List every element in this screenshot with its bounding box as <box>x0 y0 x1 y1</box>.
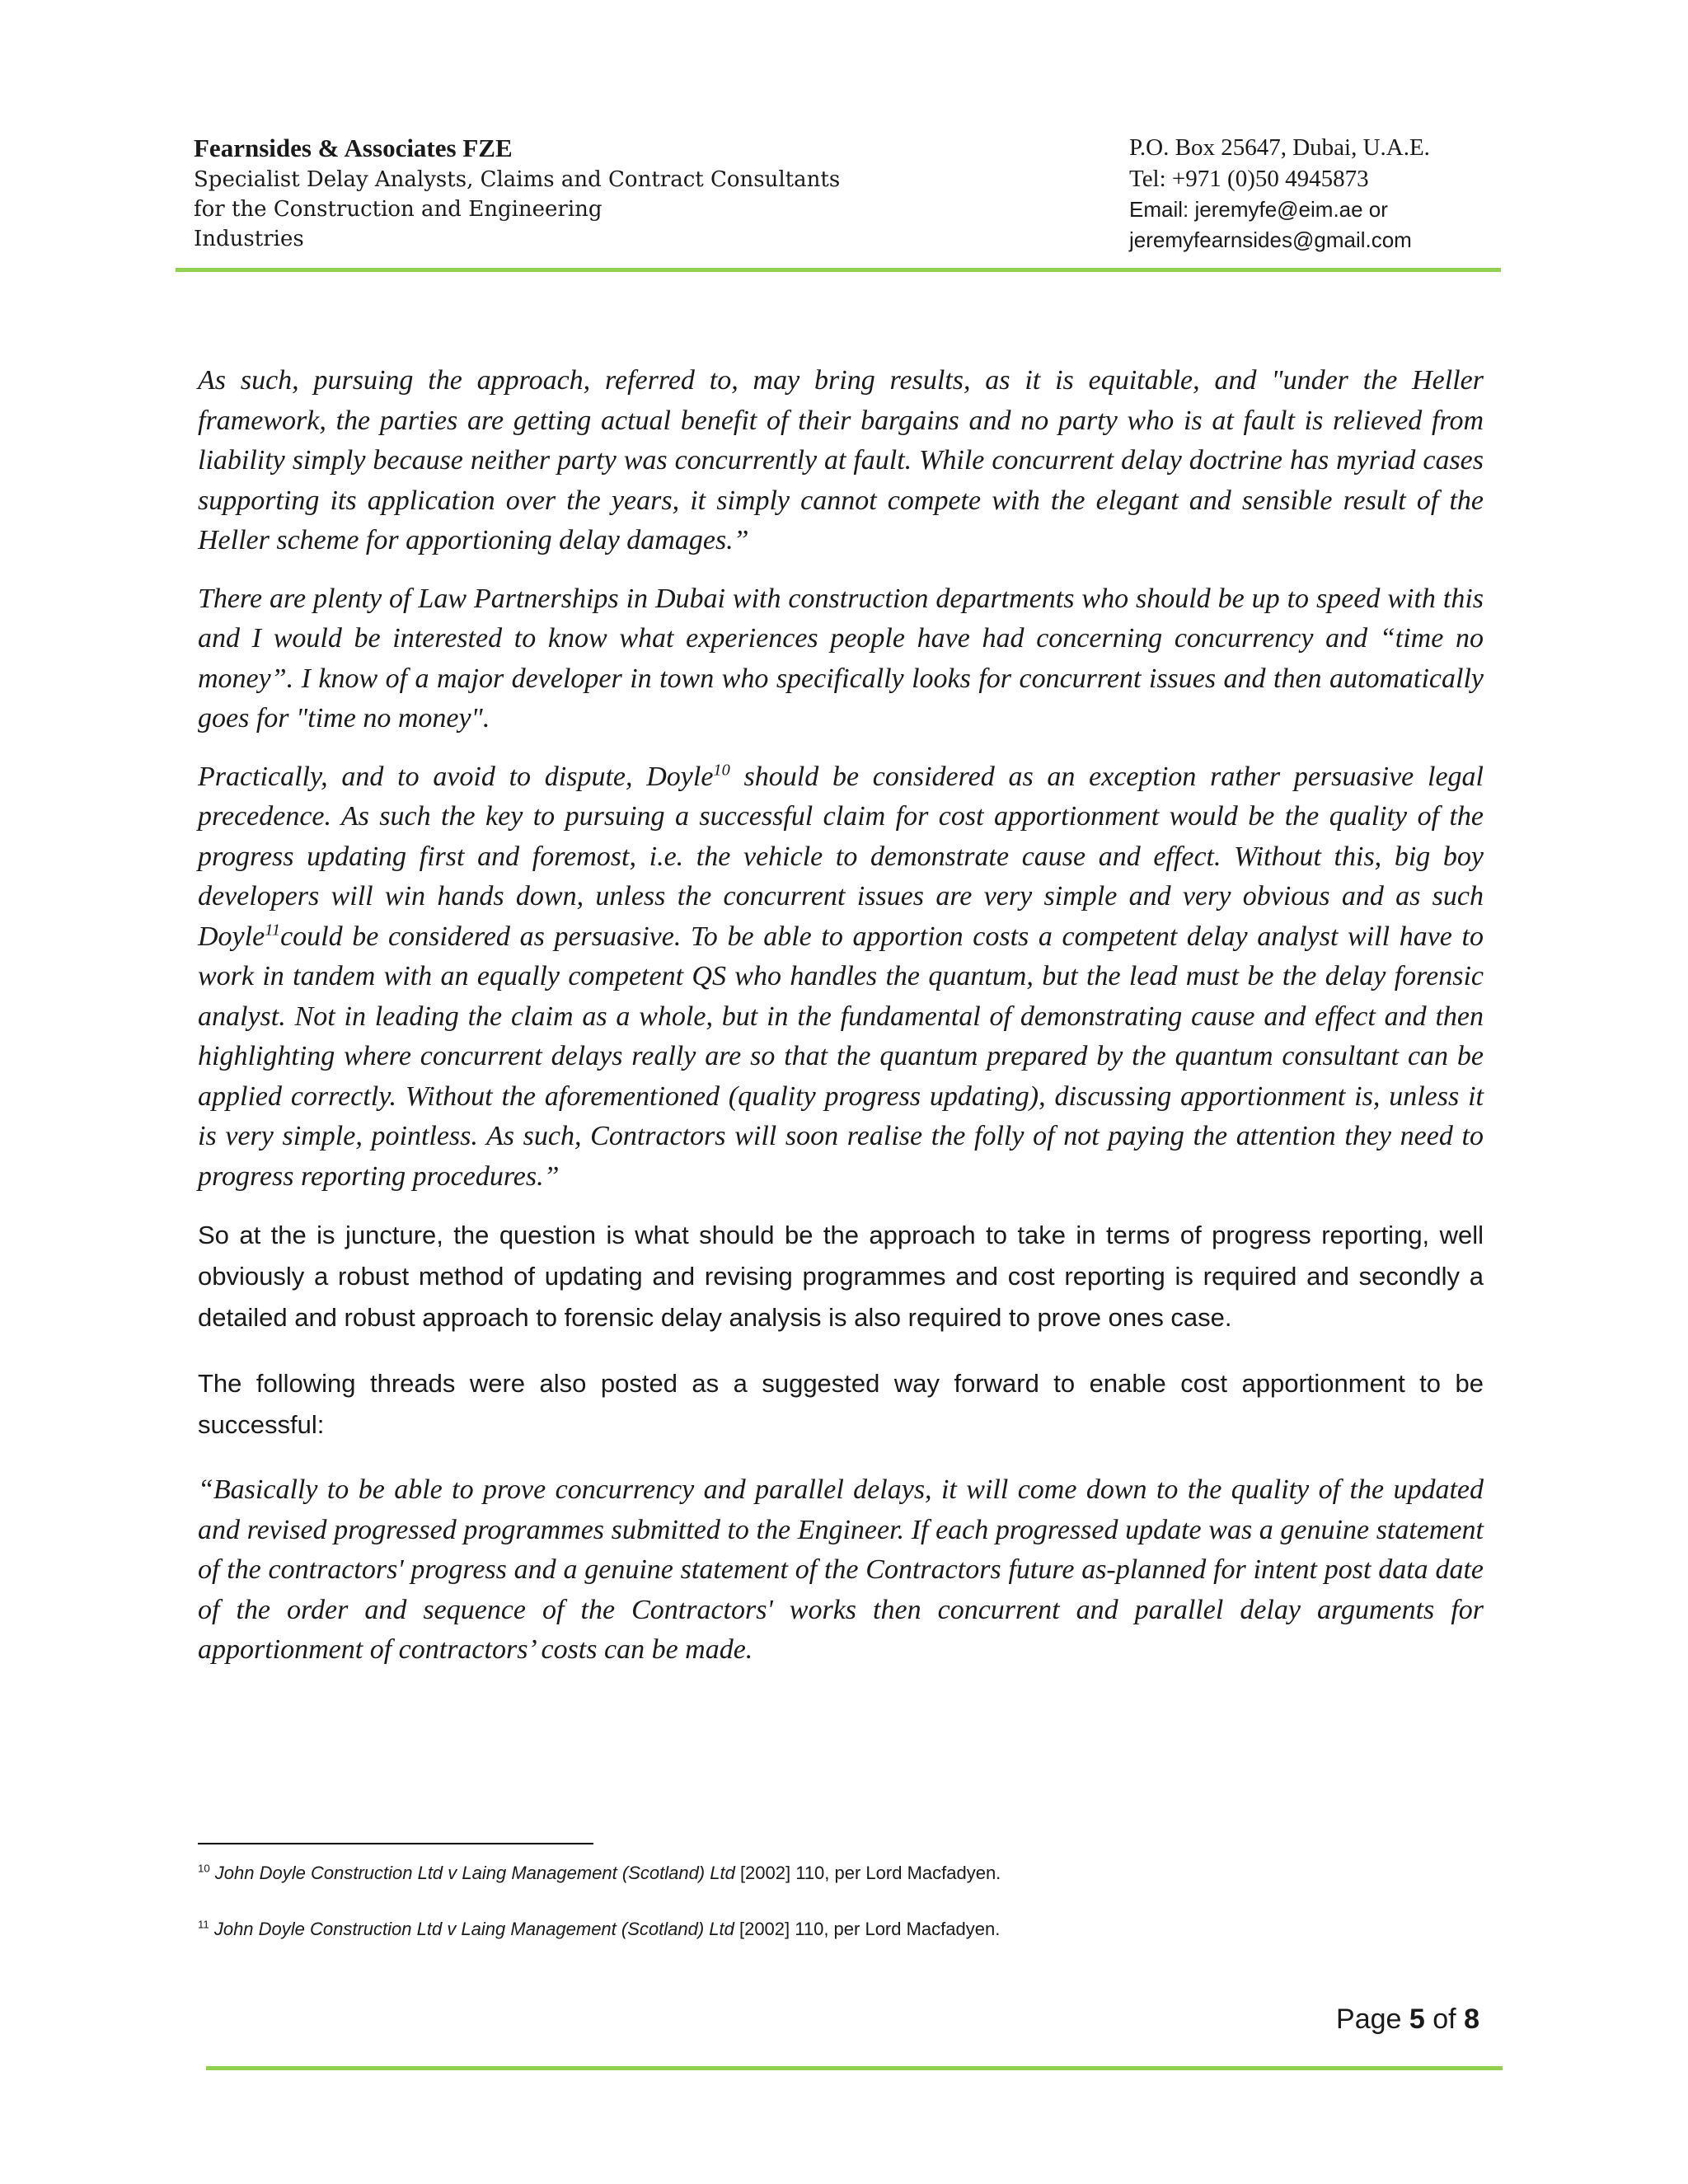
firm-tagline-line-2: for the Construction and Engineering <box>194 197 603 222</box>
footnote-case-name: John Doyle Construction Ltd v Laing Management (Scotland) Ltd <box>213 1919 734 1939</box>
footnote-11 <box>198 1917 1484 1942</box>
postal-address: P.O. Box 25647, Dubai, U.A.E. <box>1129 134 1430 161</box>
footnote-10 <box>198 1861 1484 1886</box>
paragraph-progress-reporting: So at the is juncture, the question is what should be the approach to take in terms of progress reporting, well obviously a robust method of updating and revising programmes and cost reporting is required and secondly a detailed and robust approach to forensic delay analysis is also required to prove ones case. <box>198 1221 1484 1332</box>
paragraph-doyle-text-a: Practically, and to avoid to dispute, Doyle <box>198 761 714 792</box>
footnote-number: 11 <box>198 1918 209 1931</box>
footnote-case-name: John Doyle Construction Ltd v Laing Management (Scotland) Ltd <box>214 1863 735 1883</box>
footnote-separator <box>198 1843 593 1844</box>
letterhead-contact <box>1129 132 1525 255</box>
footnote-ref-10[interactable]: 10 <box>713 761 730 780</box>
paragraph-doyle-precedence <box>198 757 1484 1197</box>
of-word: of <box>1424 2004 1465 2035</box>
body-content <box>198 361 1484 1689</box>
page-total: 8 <box>1464 2004 1479 2035</box>
page-number <box>1336 2001 1479 2037</box>
paragraph-threads-intro: The following threads were also posted as a suggested way forward to enable cost apportionment to be successful: <box>198 1369 1484 1439</box>
email-line-1: Email: jeremyfe@eim.ae or <box>1129 197 1388 222</box>
footnote-ref-11[interactable]: 11 <box>265 921 281 940</box>
firm-name: Fearnsides & Associates FZE <box>194 134 513 162</box>
email-line-2: jeremyfearnsides@gmail.com <box>1129 227 1412 252</box>
footnote-citation: [2002] 110, per Lord Macfadyen. <box>734 1919 1001 1939</box>
firm-tagline-line-1: Specialist Delay Analysts, Claims and Contract Consultants <box>194 167 841 192</box>
footnote-citation: [2002] 110, per Lord Macfadyen. <box>734 1863 1001 1883</box>
paragraph-doyle-text-c: could be considered as persuasive. To be able to apportion costs a competent delay analyst will have to work in tandem with an equally competent QS who handles the quantum, but the lead must be the delay forensic analyst. Not in leading the claim as a whole, but in the fundamental of demonstrating cause and effect and then highlighting where concurrent delays really are so that the quantum prepared by the quantum consultant can be applied correctly. Without the aforementioned (quality progress updating), discussing apportionment is, unless it is very simple, pointless. As such, Contractors will soon realise the folly of not paying the attention they need to progress reporting procedures.” <box>198 921 1484 1192</box>
firm-tagline-line-3: Industries <box>194 227 304 251</box>
paragraph-heller-framework: As such, pursuing the approach, referred to, may bring results, as it is equitable, and "under the Heller framework, the parties are getting actual benefit of their bargains and no party who is at fault is relieved from liability simply because neither party was concurrently at fault. While concurrent delay doctrine has myriad cases supporting its application over the years, it simply cannot compete with the elegant and sensible result of the Heller scheme for apportioning delay damages.” <box>198 365 1484 555</box>
paragraph-law-partnerships: There are plenty of Law Partnerships in Dubai with construction departments who should be up to speed with this and I would be interested to know what experiences people have had concerning concurrency and “time no money”. I know of a major developer in town who specifically looks for concurrent issues and then automatically goes for "time no money". <box>198 583 1484 733</box>
paragraph-doyle-text-b: should be considered as an exception rather persuasive legal precedence. As such the key to pursuing a successful claim for cost apportionment would be the quality of the progress updating first and foremost, i.e. the vehicle to demonstrate cause and effect. Without this, big boy developers will win hands down, unless the concurrent issues are very simple and very obvious and as such Doyle <box>198 761 1484 952</box>
header-divider <box>176 268 1501 272</box>
letterhead-left <box>194 132 935 254</box>
paragraph-concurrency-quote: “Basically to be able to prove concurrency and parallel delays, it will come down to the quality of the updated and revised progressed programmes submitted to the Engineer. If each progressed update was a genuine statement of the contractors' progress and a genuine statement of the Contractors future as-planned for intent post data date of the order and sequence of the Contractors' works then concurrent and parallel delay arguments for apportionment of contractors’ costs can be made. <box>198 1474 1484 1665</box>
footnote-number: 10 <box>198 1862 210 1875</box>
page-word: Page <box>1336 2004 1409 2035</box>
page-current: 5 <box>1409 2004 1425 2035</box>
footer-divider <box>206 2066 1503 2070</box>
telephone: Tel: +971 (0)50 4945873 <box>1129 166 1369 192</box>
